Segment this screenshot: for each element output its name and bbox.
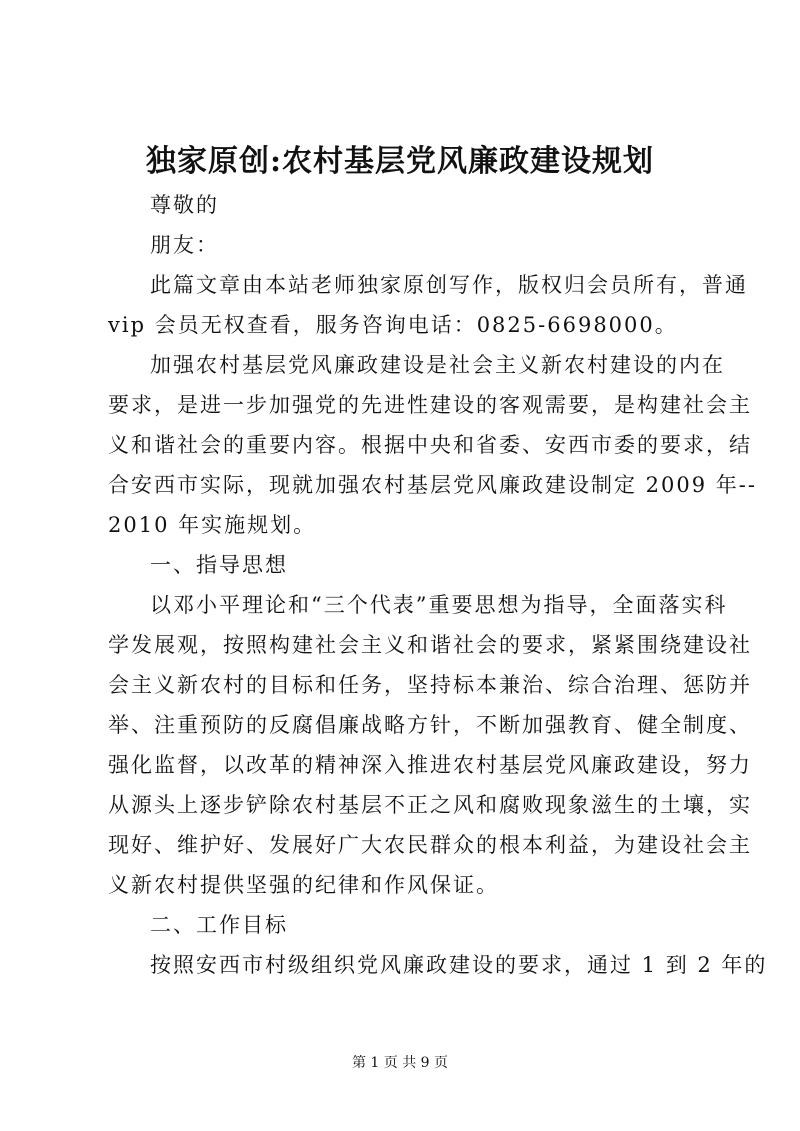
guiding-paragraph-line: 强化监督，以改革的精神深入推进农村基层党风廉政建设，努力 bbox=[108, 753, 752, 777]
intro-paragraph-line: 义和谐社会的重要内容。根据中央和省委、安西市委的要求，结 bbox=[108, 433, 752, 457]
salutation-line-1: 尊敬的 bbox=[150, 193, 219, 217]
guiding-paragraph-line: 学发展观，按照构建社会主义和谐社会的要求，紧紧围绕建设社 bbox=[108, 633, 752, 657]
section-heading-work-goals: 二、工作目标 bbox=[150, 913, 288, 937]
salutation-line-2: 朋友： bbox=[150, 233, 219, 257]
intro-paragraph-line: 合安西市实际，现就加强农村基层党风廉政建设制定 2009 年-- bbox=[108, 473, 757, 497]
section-heading-guiding-ideology: 一、指导思想 bbox=[150, 553, 288, 577]
document-body bbox=[108, 185, 768, 985]
guiding-paragraph-line: 义新农村提供坚强的纪律和作风保证。 bbox=[108, 873, 499, 897]
goals-paragraph-line: 按照安西市村级组织党风廉政建设的要求，通过 1 到 2 年的 bbox=[150, 953, 768, 977]
notice-paragraph-line: 此篇文章由本站老师独家原创写作，版权归会员所有，普通 bbox=[150, 273, 748, 297]
intro-paragraph-line: 加强农村基层党风廉政建设是社会主义新农村建设的内在 bbox=[150, 353, 725, 377]
guiding-paragraph-line: 现好、维护好、发展好广大农民群众的根本利益，为建设社会主 bbox=[108, 833, 752, 857]
notice-paragraph-line: vip 会员无权查看，服务咨询电话：0825-6698000。 bbox=[108, 313, 678, 337]
intro-paragraph-line: 要求，是进一步加强党的先进性建设的客观需要，是构建社会主 bbox=[108, 393, 752, 417]
intro-paragraph-line: 2010 年实施规划。 bbox=[108, 513, 317, 537]
guiding-paragraph-line: 举、注重预防的反腐倡廉战略方针，不断加强教育、健全制度、 bbox=[108, 713, 752, 737]
guiding-paragraph-line: 以邓小平理论和“三个代表”重要思想为指导，全面落实科 bbox=[150, 593, 728, 617]
page-title: 独家原创:农村基层党风廉政建设规划 bbox=[145, 144, 655, 179]
guiding-paragraph-line: 会主义新农村的目标和任务，坚持标本兼治、综合治理、惩防并 bbox=[108, 673, 752, 697]
page-footer: 第 1 页 共 9 页 bbox=[351, 1055, 449, 1071]
guiding-paragraph-line: 从源头上逐步铲除农村基层不正之风和腐败现象滋生的土壤，实 bbox=[108, 793, 752, 817]
